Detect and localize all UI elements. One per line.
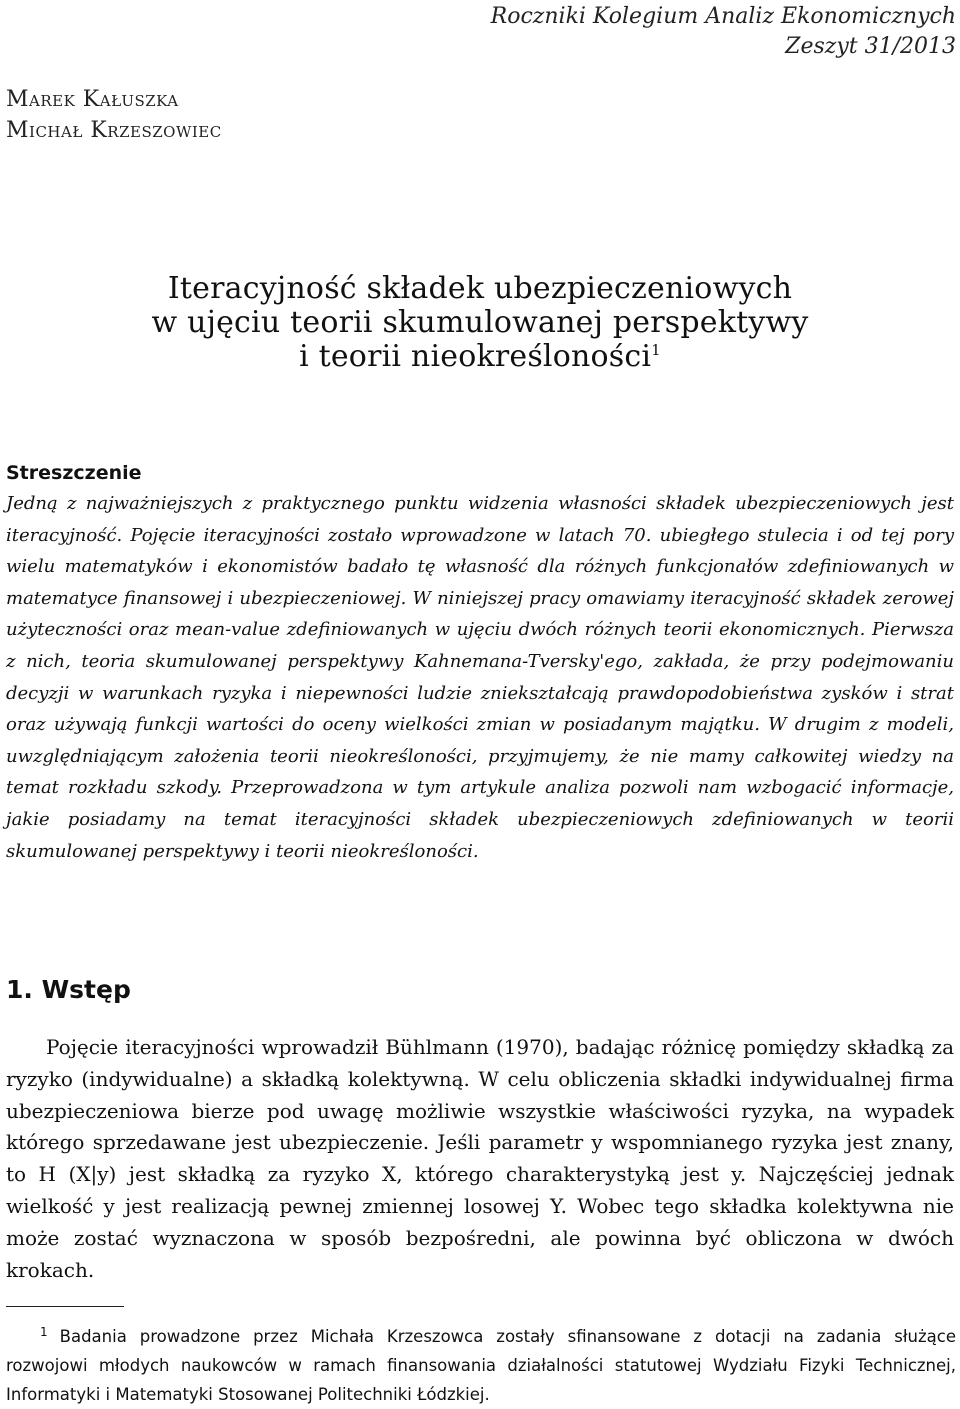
abstract — [6, 458, 954, 867]
footnote-mark: 1 — [40, 1324, 48, 1339]
journal-header — [491, 2, 956, 62]
section-heading: 1. Wstęp — [6, 975, 131, 1004]
journal-issue: Zeszyt 31/2013 — [785, 34, 956, 59]
title-line-with-footnote — [0, 340, 960, 374]
footnote — [6, 1322, 956, 1409]
title-line: w ujęciu teorii skumulowanej perspektywy — [151, 305, 809, 341]
footnote-divider — [6, 1306, 124, 1307]
author-name: Michał Krzeszowiec — [6, 118, 222, 143]
title-line: Iteracyjność składek ubezpieczeniowych — [167, 271, 793, 307]
abstract-heading: Streszczenie — [6, 462, 142, 484]
abstract-text: Jedną z najważniejszych z praktycznego punktu widzenia własności składek ubezpieczeniowych jest iteracyjność. Pojęcie iteracyjności zostało wprowadzone w latach 70. ubiegłego stulecia i od tej pory wielu matematyków i ekonomistów badało tę własność dla różnych funkcjonałów zdefiniowanych w matematyce finansowej i ubezpieczeniowej. W niniejszej pracy omawiamy iteracyjność składek zerowej użyteczności oraz mean-value zdefiniowanych w ujęciu dwóch różnych teorii ekonomicznych. Pierwsza z nich, teoria skumulowanej perspektywy Kahnemana-Tversky'ego, zakłada, że przy podejmowaniu decyzji w warunkach ryzyka i niepewności ludzie zniekształcają prawdopodobieństwa zysków i strat oraz używają funkcji wartości do oceny wielkości zmian w posiadanym majątku. W drugim z modeli, uwzględniającym założenia teorii nieokreśloności, przyjmujemy, że nie mamy całkowitej wiedzy na temat rozkładu szkody. Przeprowadzona w tym artykule analiza pozwoli nam wzbogacić informacje, jakie posiadamy na temat iteracyjności składek ubezpieczeniowych zdefiniowanych w teorii skumulowanej perspektywy i teorii nieokreśloności. — [6, 493, 954, 862]
section-introduction — [6, 972, 954, 1286]
paper-title — [0, 272, 960, 374]
journal-name: Roczniki Kolegium Analiz Ekonomicznych — [490, 4, 956, 29]
author-name: Marek Kałuszka — [6, 87, 179, 112]
footnote-text: Badania prowadzone przez Michała Krzeszowca zostały sfinansowane z dotacji na zadania służące rozwojowi młodych naukowców w ramach finansowania działalności statutowej Wydziału Fizyki Technicznej, Informatyki i Matematyki Stosowanej Politechniki Łódzkiej. — [6, 1327, 956, 1404]
author-list — [6, 84, 222, 146]
section-body-text: Pojęcie iteracyjności wprowadził Bühlmann (1970), badając różnicę pomiędzy składką za ryzyko (indywidualne) a składką kolektywną. W celu obliczenia składki indywidualnej firma ubezpieczeniowa bierze pod uwagę możliwie wszystkie właściwości ryzyka, na wypadek którego sprzedawane jest ubezpieczenie. Jeśli parametr y wspomnianego ryzyka jest znany, to H (X|y) jest składką za ryzyko X, którego charakterystyką jest y. Najczęściej jednak wielkość y jest realizacją pewnej zmiennej losowej Y. Wobec tego składka kolektywna nie może zostać wyznaczona w sposób bezpośredni, ale powinna być obliczona w dwóch krokach. — [6, 1035, 954, 1282]
title-line: i teorii nieokreśloności — [299, 339, 652, 375]
footnote-reference: 1 — [651, 341, 661, 360]
